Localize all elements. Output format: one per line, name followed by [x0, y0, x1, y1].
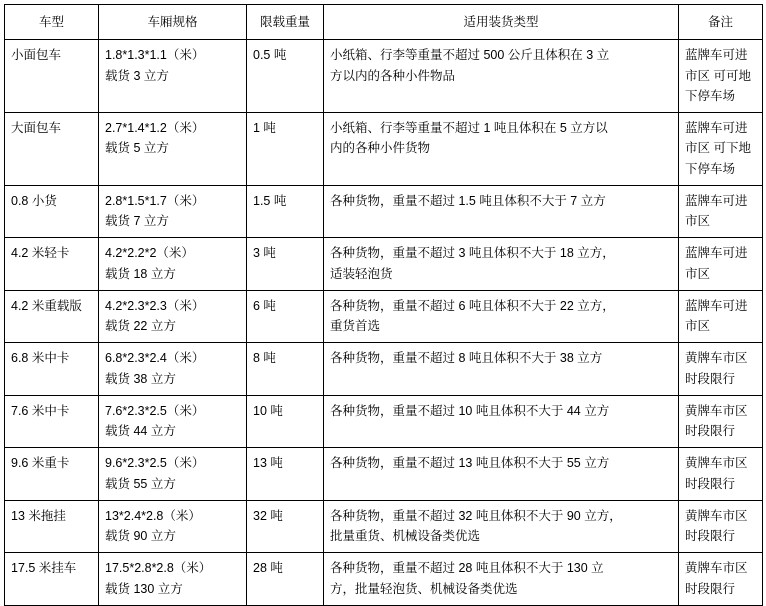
cell-line: 载货 22 立方	[105, 319, 176, 333]
cell-line: 载货 5 立方	[105, 141, 169, 156]
column-header-remarks: 备注	[679, 5, 763, 40]
cell-line: 2.8*1.5*1.7（米）	[105, 193, 205, 208]
cell-line: 4.2*2.3*2.3（米）	[105, 298, 205, 313]
cell-line: 下停车场	[685, 161, 736, 176]
cell-line: 蓝牌车可进	[685, 246, 748, 261]
table-row	[5, 448, 763, 501]
cell-cargo-type	[324, 290, 679, 343]
cell-vehicle-type: 4.2 米重载版	[5, 290, 99, 343]
cell-line: 蓝牌车可进	[685, 193, 748, 208]
table-row	[5, 343, 763, 396]
cell-line: 17.5*2.8*2.8（米）	[105, 561, 212, 576]
cell-line: 蓝牌车可进	[685, 48, 748, 63]
cell-line: 市区	[685, 266, 711, 281]
cell-compartment-spec	[99, 290, 247, 343]
table-row	[5, 500, 763, 553]
cell-line: 载货 3 立方	[105, 68, 169, 83]
table-row	[5, 113, 763, 186]
vehicle-spec-table	[4, 4, 763, 606]
cell-compartment-spec	[99, 113, 247, 186]
cell-line: 载货 55 立方	[105, 476, 176, 491]
cell-line: 小纸箱、行李等重量不超过 500 公斤且体积在 3 立	[330, 48, 610, 63]
cell-line: 2.7*1.4*1.2（米）	[105, 121, 205, 135]
cell-line: 黄牌车市区	[685, 508, 748, 523]
cell-line: 黄牌车市区	[685, 561, 748, 576]
cell-compartment-spec	[99, 553, 247, 606]
cell-load-limit: 28 吨	[247, 553, 324, 606]
cell-remarks	[679, 185, 763, 238]
cell-line: 小纸箱、行李等重量不超过 1 吨且体积在 5 立方以	[330, 121, 608, 135]
cell-vehicle-type: 大面包车	[5, 113, 99, 186]
cell-load-limit: 10 吨	[247, 395, 324, 448]
cell-load-limit: 0.5 吨	[247, 40, 324, 113]
cell-cargo-type	[324, 500, 679, 553]
cell-vehicle-type: 4.2 米轻卡	[5, 238, 99, 291]
cell-vehicle-type: 13 米拖挂	[5, 500, 99, 553]
cell-line: 13*2.4*2.8（米）	[105, 508, 201, 523]
cell-remarks	[679, 553, 763, 606]
cell-line: 黄牌车市区	[685, 403, 748, 418]
cell-line: 批量重货、机械设备类优选	[330, 529, 481, 543]
cell-line: 载货 130 立方	[105, 581, 183, 596]
cell-line: 时段限行	[685, 424, 736, 438]
cell-line: 载货 90 立方	[105, 529, 176, 543]
cell-vehicle-type: 0.8 小货	[5, 185, 99, 238]
cell-line: 蓝牌车可进	[685, 121, 748, 135]
cell-line: 1.8*1.3*1.1（米）	[105, 48, 205, 63]
cell-line: 各种货物，重量不超过 10 吨且体积不大于 44 立方	[330, 403, 610, 418]
cell-line: 方，批量轻泡货、机械设备类优选	[330, 581, 518, 596]
cell-line: 9.6*2.3*2.5（米）	[105, 456, 205, 471]
cell-load-limit: 13 吨	[247, 448, 324, 501]
cell-cargo-type	[324, 343, 679, 396]
cell-load-limit: 8 吨	[247, 343, 324, 396]
cell-line: 市区 可下地	[685, 141, 751, 156]
cell-remarks	[679, 290, 763, 343]
cell-line: 时段限行	[685, 371, 736, 386]
cell-line: 7.6*2.3*2.5（米）	[105, 403, 205, 418]
cell-line: 各种货物，重量不超过 28 吨且体积不大于 130 立	[330, 561, 604, 576]
cell-line: 黄牌车市区	[685, 351, 748, 366]
table-row	[5, 290, 763, 343]
cell-line: 时段限行	[685, 476, 736, 491]
cell-remarks	[679, 448, 763, 501]
cell-remarks	[679, 40, 763, 113]
column-header-load-limit: 限载重量	[247, 5, 324, 40]
cell-load-limit: 3 吨	[247, 238, 324, 291]
cell-line: 时段限行	[685, 529, 736, 543]
cell-line: 6.8*2.3*2.4（米）	[105, 351, 205, 366]
cell-vehicle-type: 17.5 米挂车	[5, 553, 99, 606]
table-body	[5, 40, 763, 606]
cell-line: 各种货物，重量不超过 13 吨且体积不大于 55 立方	[330, 456, 610, 471]
cell-remarks	[679, 113, 763, 186]
cell-line: 时段限行	[685, 581, 736, 596]
cell-line: 重货首选	[330, 319, 381, 333]
table-row	[5, 395, 763, 448]
cell-cargo-type	[324, 448, 679, 501]
column-header-compartment-spec: 车厢规格	[99, 5, 247, 40]
cell-compartment-spec	[99, 500, 247, 553]
cell-line: 市区	[685, 214, 711, 228]
cell-line: 载货 38 立方	[105, 371, 176, 386]
cell-line: 各种货物，重量不超过 6 吨且体积不大于 22 立方，	[330, 298, 615, 313]
table-row	[5, 185, 763, 238]
cell-remarks	[679, 343, 763, 396]
cell-line: 载货 44 立方	[105, 424, 176, 438]
table-header-row	[5, 5, 763, 40]
cell-remarks	[679, 395, 763, 448]
cell-line: 市区	[685, 319, 711, 333]
cell-load-limit: 32 吨	[247, 500, 324, 553]
cell-compartment-spec	[99, 238, 247, 291]
cell-line: 各种货物，重量不超过 3 吨且体积不大于 18 立方，	[330, 246, 615, 261]
cell-remarks	[679, 500, 763, 553]
cell-vehicle-type: 6.8 米中卡	[5, 343, 99, 396]
column-header-cargo-type: 适用装货类型	[324, 5, 679, 40]
cell-line: 内的各种小件货物	[330, 141, 431, 156]
cell-line: 适装轻泡货	[330, 266, 393, 281]
cell-load-limit: 1.5 吨	[247, 185, 324, 238]
cell-cargo-type	[324, 185, 679, 238]
cell-cargo-type	[324, 553, 679, 606]
cell-remarks	[679, 238, 763, 291]
cell-line: 各种货物，重量不超过 1.5 吨且体积不大于 7 立方	[330, 193, 606, 208]
cell-compartment-spec	[99, 343, 247, 396]
cell-cargo-type	[324, 238, 679, 291]
cell-line: 载货 18 立方	[105, 266, 176, 281]
cell-line: 各种货物，重量不超过 8 吨且体积不大于 38 立方	[330, 351, 603, 366]
cell-line: 4.2*2.2*2（米）	[105, 246, 194, 261]
table-row	[5, 238, 763, 291]
cell-load-limit: 6 吨	[247, 290, 324, 343]
cell-cargo-type	[324, 113, 679, 186]
cell-vehicle-type: 9.6 米重卡	[5, 448, 99, 501]
cell-compartment-spec	[99, 40, 247, 113]
cell-line: 各种货物，重量不超过 32 吨且体积不大于 90 立方，	[330, 508, 622, 523]
cell-cargo-type	[324, 395, 679, 448]
cell-vehicle-type: 小面包车	[5, 40, 99, 113]
cell-line: 市区 可可地	[685, 68, 751, 83]
column-header-vehicle-type: 车型	[5, 5, 99, 40]
cell-load-limit: 1 吨	[247, 113, 324, 186]
cell-compartment-spec	[99, 395, 247, 448]
cell-cargo-type	[324, 40, 679, 113]
cell-compartment-spec	[99, 185, 247, 238]
cell-line: 方以内的各种小件物品	[330, 68, 456, 83]
cell-line: 下停车场	[685, 88, 736, 103]
cell-line: 载货 7 立方	[105, 214, 169, 228]
table-row	[5, 553, 763, 606]
table-row	[5, 40, 763, 113]
cell-line: 黄牌车市区	[685, 456, 748, 471]
cell-compartment-spec	[99, 448, 247, 501]
cell-vehicle-type: 7.6 米中卡	[5, 395, 99, 448]
cell-line: 蓝牌车可进	[685, 298, 748, 313]
